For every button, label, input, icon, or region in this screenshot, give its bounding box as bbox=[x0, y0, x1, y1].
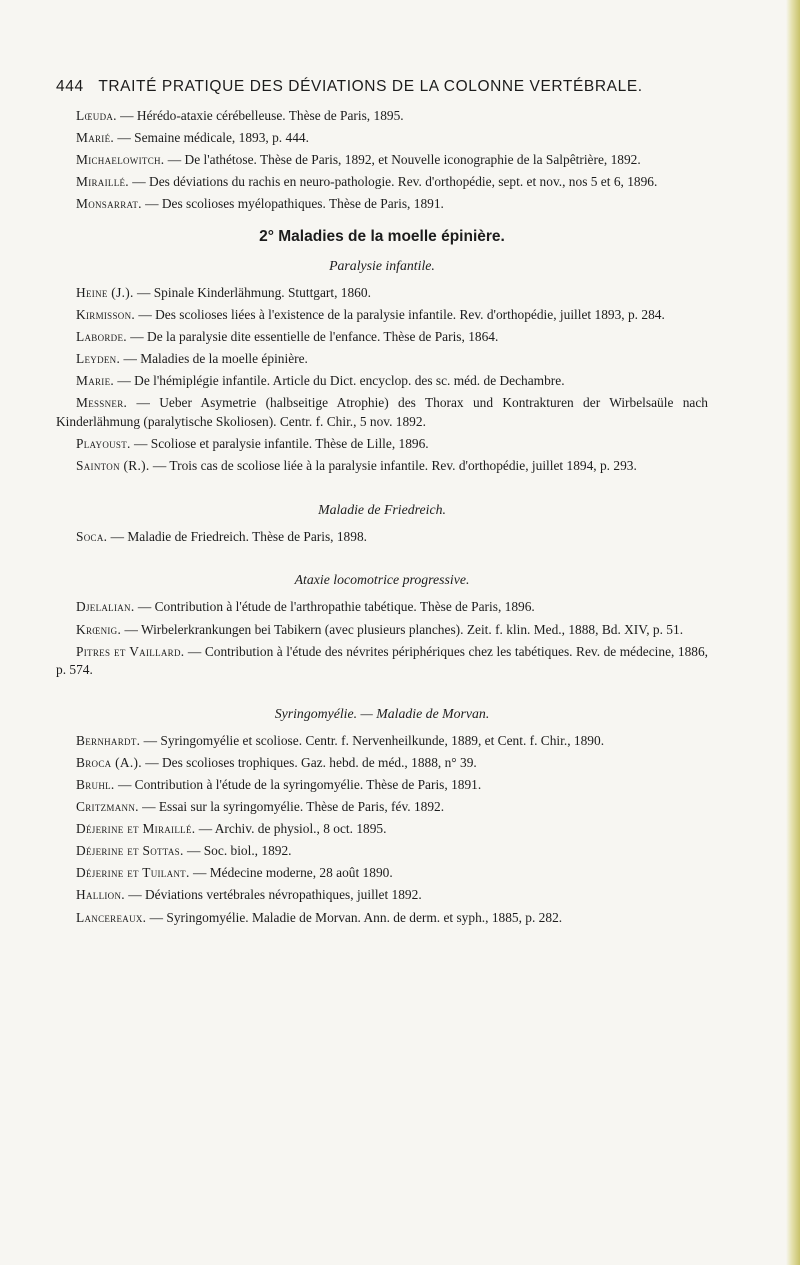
bib-entry bbox=[56, 284, 708, 303]
bib-author: Leyden. bbox=[76, 351, 121, 367]
ataxie-bibliography bbox=[56, 598, 708, 679]
bib-entry bbox=[56, 151, 708, 170]
bib-author: Laborde. bbox=[76, 329, 127, 345]
bib-text: — De l'hémiplégie infantile. Article du Dict. encyclop. des sc. méd. de Dechambre. bbox=[114, 373, 565, 389]
bib-author: Lancereaux. bbox=[76, 909, 147, 925]
subsection-heading-friedreich: Maladie de Friedreich. bbox=[318, 501, 446, 517]
subsection-heading-paralysie: Paralysie infantile. bbox=[329, 257, 435, 273]
bib-text: — De la paralysie dite essentielle de l'enfance. Thèse de Paris, 1864. bbox=[126, 329, 499, 345]
bib-text: — Maladie de Friedreich. Thèse de Paris, 1898. bbox=[107, 528, 367, 544]
bib-text: — Des scolioses myélopathiques. Thèse de Paris, 1891. bbox=[141, 196, 444, 212]
bib-entry bbox=[56, 598, 708, 617]
bib-text: — Soc. biol., 1892. bbox=[183, 843, 292, 859]
bib-entry bbox=[56, 435, 708, 454]
bib-entry bbox=[56, 394, 708, 431]
bib-author: Messner. bbox=[76, 395, 128, 411]
bib-author: Krœnig. bbox=[76, 621, 122, 637]
bib-author: Marié. bbox=[76, 130, 115, 146]
bib-author: Hallion. bbox=[76, 887, 125, 903]
bib-entry bbox=[56, 129, 708, 148]
bib-author: Critzmann. bbox=[76, 799, 139, 815]
bib-entry bbox=[56, 864, 708, 883]
bib-author: Monsarrat. bbox=[76, 196, 142, 212]
friedreich-bibliography bbox=[56, 528, 708, 547]
bib-entry bbox=[56, 528, 708, 547]
bib-text: — Semaine médicale, 1893, p. 444. bbox=[114, 130, 309, 146]
bib-entry bbox=[56, 372, 708, 391]
bib-text: — Contribution à l'étude de l'arthropathie tabétique. Thèse de Paris, 1896. bbox=[134, 599, 535, 615]
bib-author: Djelalian. bbox=[76, 599, 135, 615]
bib-entry bbox=[56, 350, 708, 369]
bib-entry bbox=[56, 195, 708, 214]
bib-text: — Wirbelerkrankungen bei Tabikern (avec plusieurs planches). Zeit. f. klin. Med., 1888, Bd. XIV, p. 51. bbox=[121, 621, 684, 637]
bib-text: — Contribution à l'étude des névrites périphériques chez les tabétiques. Rev. de médecine, 1886, p. 574. bbox=[56, 643, 708, 678]
bib-author: Playoust. bbox=[76, 436, 131, 452]
intro-bibliography bbox=[56, 107, 708, 214]
subsection-heading-ataxie: Ataxie locomotrice progressive. bbox=[294, 572, 470, 588]
bib-text: — Des scolioses liées à l'existence de la paralysie infantile. Rev. d'orthopédie, juillet 1893, p. 284. bbox=[135, 307, 665, 323]
bib-author: Broca (A.). bbox=[76, 754, 142, 770]
bib-author: Bruhl. bbox=[76, 776, 115, 792]
bib-text: — De l'athétose. Thèse de Paris, 1892, et Nouvelle iconographie de la Salpêtrière, 1892. bbox=[164, 152, 641, 168]
running-head bbox=[56, 78, 708, 96]
bib-entry bbox=[56, 886, 708, 905]
bib-text: — Trois cas de scoliose liée à la paralysie infantile. Rev. d'orthopédie, juillet 1894, p. 293. bbox=[149, 458, 637, 474]
bib-text: — Déviations vertébrales névropathiques, juillet 1892. bbox=[124, 887, 422, 903]
bib-author: Sainton (R.). bbox=[76, 458, 150, 474]
section-title: 2° Maladies de la moelle épinière. bbox=[259, 227, 505, 245]
bib-author: Kirmisson. bbox=[76, 307, 136, 323]
bib-entry bbox=[56, 798, 708, 817]
bib-text: — Médecine moderne, 28 août 1890. bbox=[189, 865, 393, 881]
bib-text: — Des déviations du rachis en neuro-pathologie. Rev. d'orthopédie, sept. et nov., nos 5 et 6, 1896. bbox=[128, 174, 658, 190]
bib-text: — Syringomyélie. Maladie de Morvan. Ann. de derm. et syph., 1885, p. 282. bbox=[146, 909, 563, 925]
bib-text: — Maladies de la moelle épinière. bbox=[120, 351, 308, 367]
bib-text: — Contribution à l'étude de la syringomyélie. Thèse de Paris, 1891. bbox=[114, 776, 482, 792]
bib-author: Heine (J.). bbox=[76, 284, 134, 300]
bib-text: — Syringomyélie et scoliose. Centr. f. Nervenheilkunde, 1889, et Cent. f. Chir., 1890. bbox=[140, 732, 605, 748]
syringomyelie-bibliography bbox=[56, 732, 708, 927]
bib-author: Lœuda. bbox=[76, 108, 117, 123]
bib-text: — Des scolioses trophiques. Gaz. hebd. de méd., 1888, n° 39. bbox=[141, 754, 477, 770]
bib-author: Miraillé. bbox=[76, 174, 129, 190]
bib-text: — Essai sur la syringomyélie. Thèse de Paris, fév. 1892. bbox=[138, 799, 445, 815]
bib-entry bbox=[56, 820, 708, 839]
book-page bbox=[56, 78, 708, 931]
bib-author: Pitres et Vaillard. bbox=[76, 643, 185, 659]
bib-text: — Archiv. de physiol., 8 oct. 1895. bbox=[195, 821, 387, 837]
bib-entry bbox=[56, 842, 708, 861]
bib-entry bbox=[56, 776, 708, 795]
bib-author: Déjerine et Sottas. bbox=[76, 843, 184, 859]
bib-text: — Spinale Kinderlähmung. Stuttgart, 1860. bbox=[133, 284, 371, 300]
bib-entry bbox=[56, 643, 708, 680]
bib-author: Déjerine et Miraillé. bbox=[76, 821, 196, 837]
subsection-heading-syringomyelie: Syringomyélie. — Maladie de Morvan. bbox=[274, 705, 490, 721]
bib-entry bbox=[56, 328, 708, 347]
page-edge-shadow bbox=[786, 0, 800, 1265]
bib-entry bbox=[56, 909, 708, 928]
bib-entry bbox=[56, 173, 708, 192]
bib-author: Michaelowitch. bbox=[76, 152, 165, 168]
bib-entry bbox=[56, 732, 708, 751]
bib-entry bbox=[56, 306, 708, 325]
bib-entry bbox=[56, 457, 708, 476]
bib-text: — Scoliose et paralysie infantile. Thèse de Lille, 1896. bbox=[130, 436, 429, 452]
bib-entry bbox=[56, 621, 708, 640]
bib-author: Déjerine et Tuilant. bbox=[76, 865, 190, 881]
paralysie-bibliography bbox=[56, 284, 708, 476]
book-title: TRAITÉ PRATIQUE DES DÉVIATIONS DE LA COLONNE VERTÉBRALE. bbox=[98, 78, 643, 95]
bib-entry bbox=[56, 107, 708, 126]
bib-author: Bernhardt. bbox=[76, 732, 141, 748]
bib-entry bbox=[56, 754, 708, 773]
bib-text: — Ueber Asymetrie (halbseitige Atrophie) des Thorax und Kontrakturen der Wirbelsaüle nach Kinderlähmung (paralytische Skoliosen). Centr. f. Chir., 5 nov. 1892. bbox=[56, 395, 708, 430]
bib-text: — Hérédo-ataxie cérébelleuse. Thèse de Paris, 1895. bbox=[116, 108, 404, 123]
bib-author: Marie. bbox=[76, 373, 115, 389]
page-number: 444 bbox=[56, 78, 84, 95]
bib-author: Soca. bbox=[76, 528, 108, 544]
